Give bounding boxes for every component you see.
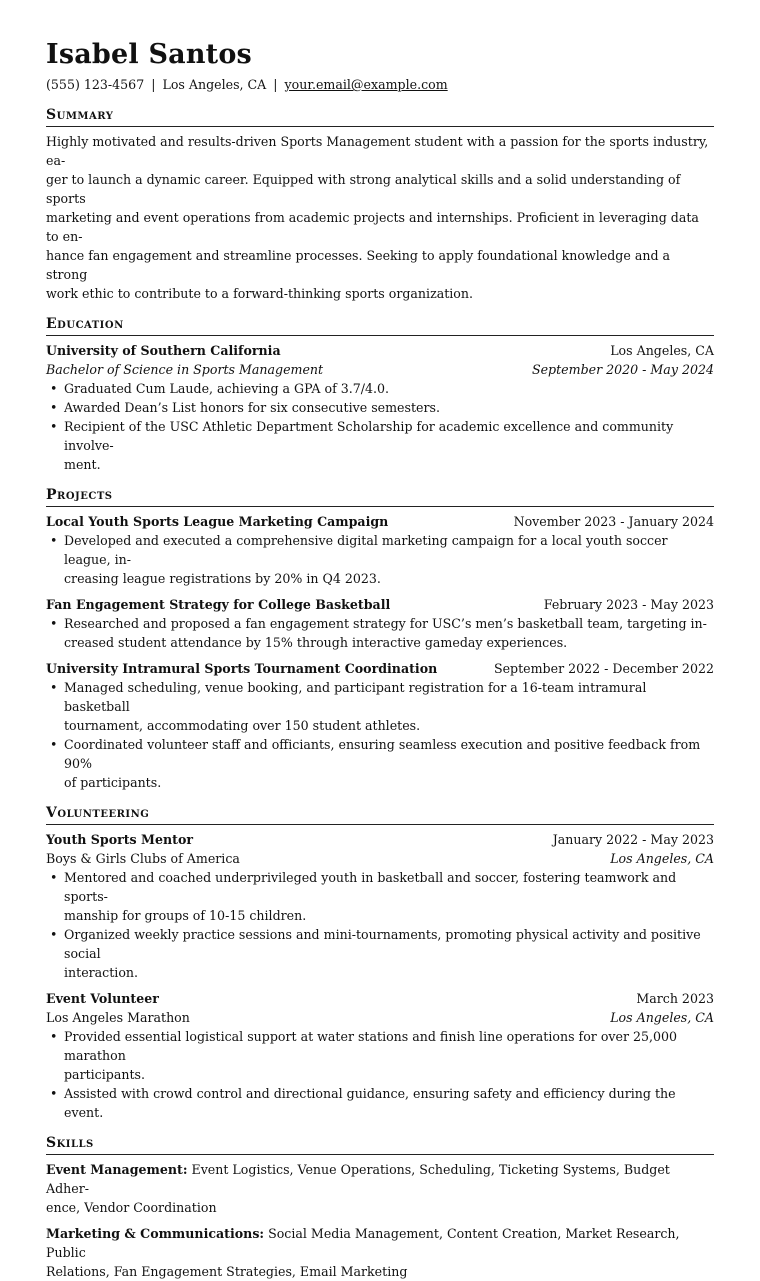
- volunteer-org: Los Angeles Marathon: [46, 1010, 190, 1025]
- project-header: [46, 659, 714, 678]
- education-entry: [46, 341, 714, 474]
- bullet-line: Coordinated volunteer staff and officiants, ensuring seamless execution and positive feedback from 90%: [64, 737, 701, 771]
- volunteer-location: Los Angeles, CA: [610, 1010, 714, 1025]
- volunteer-org: Boys & Girls Clubs of America: [46, 851, 240, 866]
- summary-paragraph: [46, 132, 714, 303]
- summary-line: hance fan engagement and streamline processes. Seeking to apply foundational knowledge and a strong: [46, 248, 671, 282]
- skill-group: [46, 1160, 714, 1217]
- bullet-line: Provided essential logistical support at water stations and finish line operations for over 25,000 marathon: [64, 1029, 678, 1063]
- project-header: [46, 595, 714, 614]
- project-bullets: [46, 614, 714, 652]
- location-text: Los Angeles, CA: [162, 77, 267, 92]
- education-header: [46, 341, 714, 360]
- contact-separator: |: [151, 77, 156, 92]
- volunteer-header: [46, 989, 714, 1008]
- bullet-item: [46, 735, 714, 792]
- project-name: Fan Engagement Strategy for College Basketball: [46, 597, 391, 612]
- volunteer-header: [46, 830, 714, 849]
- project-name: University Intramural Sports Tournament Coordination: [46, 661, 438, 676]
- section-heading-summary: Summary: [46, 106, 714, 127]
- contact-separator: |: [273, 77, 278, 92]
- education-dates: September 2020 - May 2024: [531, 362, 714, 377]
- bullet-line: participants.: [64, 1067, 145, 1082]
- skill-label: Marketing & Communications:: [46, 1226, 265, 1241]
- bullet-item: [46, 678, 714, 735]
- degree-name: Bachelor of Science in Sports Management: [46, 362, 324, 377]
- bullet-line: Researched and proposed a fan engagement strategy for USC’s men’s basketball team, targeting in-: [64, 616, 707, 631]
- bullet-line: tournament, accommodating over 150 student athletes.: [64, 718, 421, 733]
- contact-line: [46, 76, 714, 94]
- bullet-item: [46, 417, 714, 474]
- bullet-line: interaction.: [64, 965, 139, 980]
- summary-line: ger to launch a dynamic career. Equipped with strong analytical skills and a solid understanding of sports: [46, 172, 681, 206]
- volunteer-bullets: [46, 868, 714, 982]
- project-entry: [46, 659, 714, 792]
- skill-line: ence, Vendor Coordination: [46, 1200, 217, 1215]
- school-location: Los Angeles, CA: [610, 343, 714, 358]
- volunteer-role: Event Volunteer: [46, 991, 159, 1006]
- bullet-item: [46, 531, 714, 588]
- volunteer-role: Youth Sports Mentor: [46, 832, 193, 847]
- volunteer-location: Los Angeles, CA: [610, 851, 714, 866]
- section-heading-projects: Projects: [46, 486, 714, 507]
- volunteer-dates: January 2022 - May 2023: [552, 832, 714, 847]
- project-name: Local Youth Sports League Marketing Campaign: [46, 514, 389, 529]
- bullet-item: • Assisted with crowd control and directional guidance, ensuring safety and efficiency during the event.: [46, 1084, 714, 1122]
- bullet-line: Managed scheduling, venue booking, and participant registration for a 16-team intramural basketball: [64, 680, 647, 714]
- project-header: [46, 512, 714, 531]
- education-bullets: [46, 379, 714, 474]
- project-entry: [46, 512, 714, 588]
- bullet-line: Developed and executed a comprehensive digital marketing campaign for a local youth soccer league, in-: [64, 533, 668, 567]
- summary-line: work ethic to contribute to a forward-thinking sports organization.: [46, 286, 474, 301]
- bullet-line: Recipient of the USC Athletic Department Scholarship for academic excellence and community involve-: [64, 419, 674, 453]
- phone-number: (555) 123-4567: [46, 77, 145, 92]
- bullet-line: Organized weekly practice sessions and mini-tournaments, promoting physical activity and positive social: [64, 927, 701, 961]
- skill-line: Relations, Fan Engagement Strategies, Email Marketing: [46, 1264, 408, 1279]
- summary-line: Highly motivated and results-driven Sports Management student with a passion for the sports industry, ea-: [46, 134, 709, 168]
- volunteer-entry: [46, 830, 714, 982]
- skill-group: [46, 1224, 714, 1281]
- project-bullets: [46, 678, 714, 792]
- volunteer-subheader: [46, 1008, 714, 1027]
- bullet-item: [46, 614, 714, 652]
- bullet-item: [46, 868, 714, 925]
- bullet-item: [46, 1027, 714, 1084]
- bullet-line: ment.: [64, 457, 101, 472]
- project-bullets: [46, 531, 714, 588]
- volunteer-entry: [46, 989, 714, 1122]
- section-heading-volunteering: Volunteering: [46, 804, 714, 825]
- bullet-line: creasing league registrations by 20% in Q4 2023.: [64, 571, 381, 586]
- skill-label: Event Management:: [46, 1162, 188, 1177]
- email-link[interactable]: your.email@example.com: [284, 77, 448, 92]
- section-heading-skills: Skills: [46, 1134, 714, 1155]
- bullet-line: creased student attendance by 15% through interactive gameday experiences.: [64, 635, 568, 650]
- summary-line: marketing and event operations from academic projects and internships. Proficient in leveraging data to en-: [46, 210, 699, 244]
- bullet-item: • Awarded Dean’s List honors for six consecutive semesters.: [46, 398, 714, 417]
- bullet-item: [46, 925, 714, 982]
- project-dates: November 2023 - January 2024: [513, 514, 714, 529]
- volunteer-dates: March 2023: [636, 991, 714, 1006]
- candidate-name: Isabel Santos: [46, 39, 252, 70]
- bullet-line: Mentored and coached underprivileged youth in basketball and soccer, fostering teamwork and sports-: [64, 870, 677, 904]
- bullet-line: manship for groups of 10-15 children.: [64, 908, 307, 923]
- section-heading-education: Education: [46, 315, 714, 336]
- school-name: University of Southern California: [46, 343, 281, 358]
- project-entry: [46, 595, 714, 652]
- project-dates: September 2022 - December 2022: [493, 661, 714, 676]
- skill-line: Event Logistics, Venue Operations, Scheduling, Ticketing Systems, Budget Adher-: [46, 1162, 670, 1196]
- bullet-item: • Graduated Cum Laude, achieving a GPA of 3.7/4.0.: [46, 379, 714, 398]
- bullet-line: of participants.: [64, 775, 162, 790]
- volunteer-subheader: [46, 849, 714, 868]
- education-subheader: [46, 360, 714, 379]
- skill-line: Social Media Management, Content Creation, Market Research, Public: [46, 1226, 680, 1260]
- project-dates: February 2023 - May 2023: [543, 597, 714, 612]
